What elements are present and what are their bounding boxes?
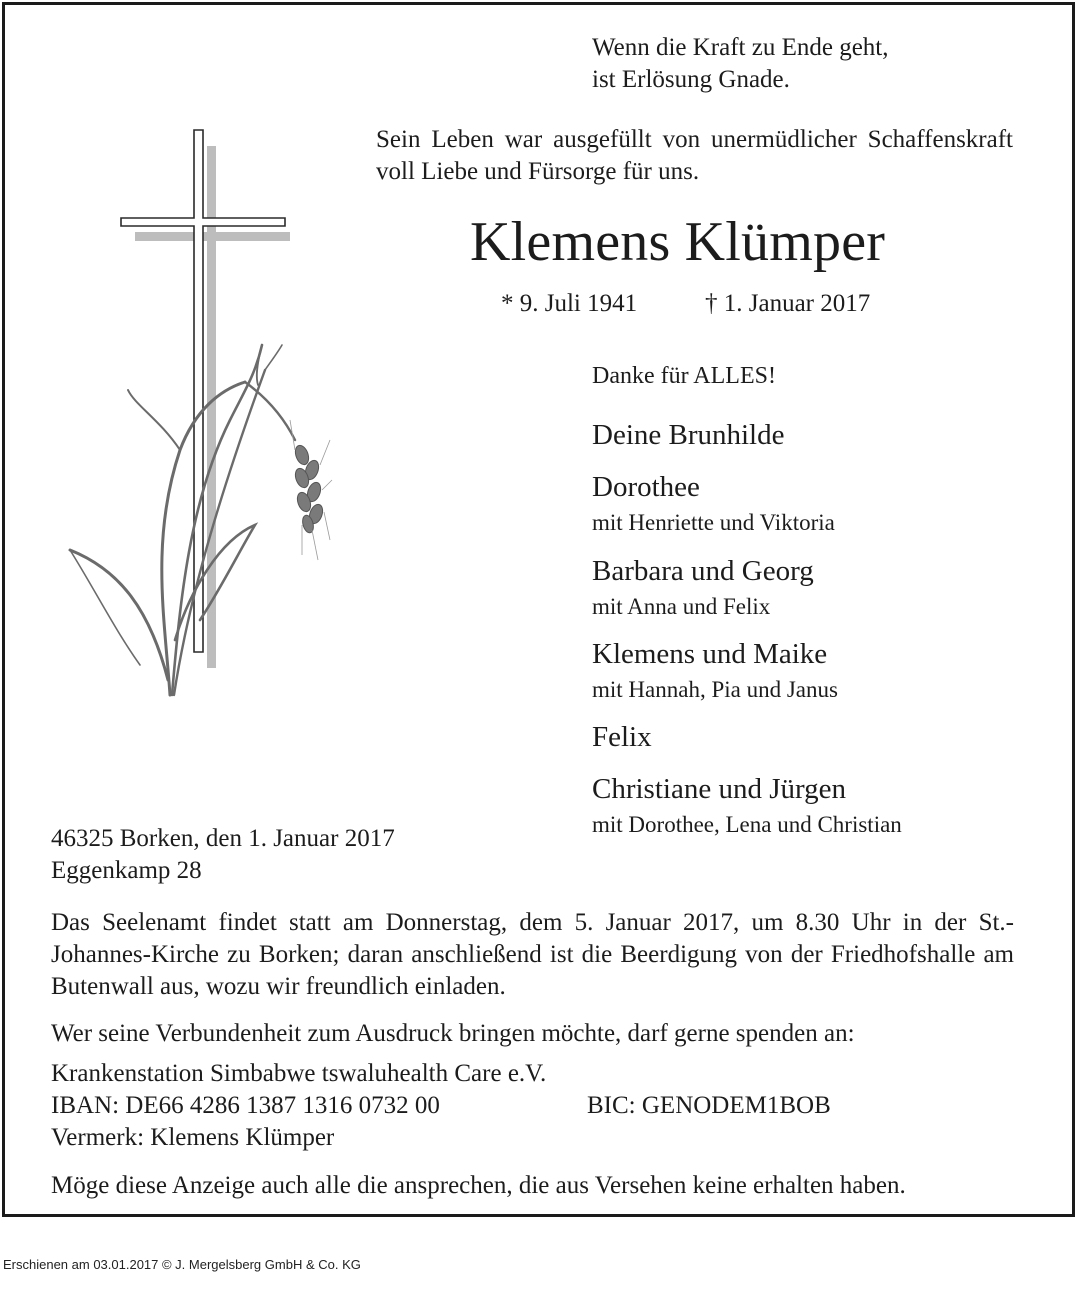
family-with: mit Dorothee, Lena und Christian xyxy=(592,812,902,837)
family-name: Felix xyxy=(592,721,652,753)
family-name: Deine Brunhilde xyxy=(592,419,785,451)
birth-date: * 9. Juli 1941 xyxy=(501,290,638,317)
family-with: mit Henriette und Viktoria xyxy=(592,510,835,535)
family-with: mit Hannah, Pia und Janus xyxy=(592,677,838,702)
family-name: Klemens und Maike xyxy=(592,638,828,670)
service-text: Das Seelenamt findet statt am Donnerstag, dem 5. Januar 2017, um 8.30 Uhr in der St.-Johannes-Kirche zu Borken; daran anschließend ist die Beerdigung von der Friedhofshalle am Butenwall aus, wozu wir freundlich einladen. xyxy=(51,909,1014,1000)
donation-bic: BIC: GENODEM1BOB xyxy=(587,1092,831,1119)
thanks-text: Danke für ALLES! xyxy=(592,363,776,389)
death-date: † 1. Januar 2017 xyxy=(705,290,871,317)
wheat-icon xyxy=(70,345,295,695)
donation-intro: Wer seine Verbundenheit zum Ausdruck bringen möchte, darf gerne spenden an: xyxy=(51,1020,855,1047)
motto-line-2: ist Erlösung Gnade. xyxy=(592,66,790,93)
family-with: mit Anna und Felix xyxy=(592,594,771,619)
donation-iban: IBAN: DE66 4286 1387 1316 0732 00 xyxy=(51,1092,440,1119)
place-date: 46325 Borken, den 1. Januar 2017 xyxy=(51,825,395,852)
closing-text: Möge diese Anzeige auch alle die ansprechen, die aus Versehen keine erhalten haben. xyxy=(51,1172,906,1199)
street-address: Eggenkamp 28 xyxy=(51,857,202,884)
wheat-ear xyxy=(293,444,325,534)
donation-recipient: Krankenstation Simbabwe tswaluhealth Care e.V. xyxy=(51,1060,547,1087)
donation-note: Vermerk: Klemens Klümper xyxy=(51,1124,335,1151)
family-name: Christiane und Jürgen xyxy=(592,773,846,805)
cross-outline xyxy=(121,130,285,652)
motto-line-1: Wenn die Kraft zu Ende geht, xyxy=(592,34,889,61)
publication-footer: Erschienen am 03.01.2017 © J. Mergelsberg GmbH & Co. KG xyxy=(3,1257,361,1272)
cross-shadow-horizontal xyxy=(135,232,290,241)
family-name: Dorothee xyxy=(592,471,700,503)
deceased-name: Klemens Klümper xyxy=(470,211,886,273)
family-name: Barbara und Georg xyxy=(592,555,814,587)
intro-text: Sein Leben war ausgefüllt von unermüdlicher Schaffenskraft voll Liebe und Fürsorge für uns. xyxy=(376,126,1013,185)
cross-icon xyxy=(40,120,340,740)
